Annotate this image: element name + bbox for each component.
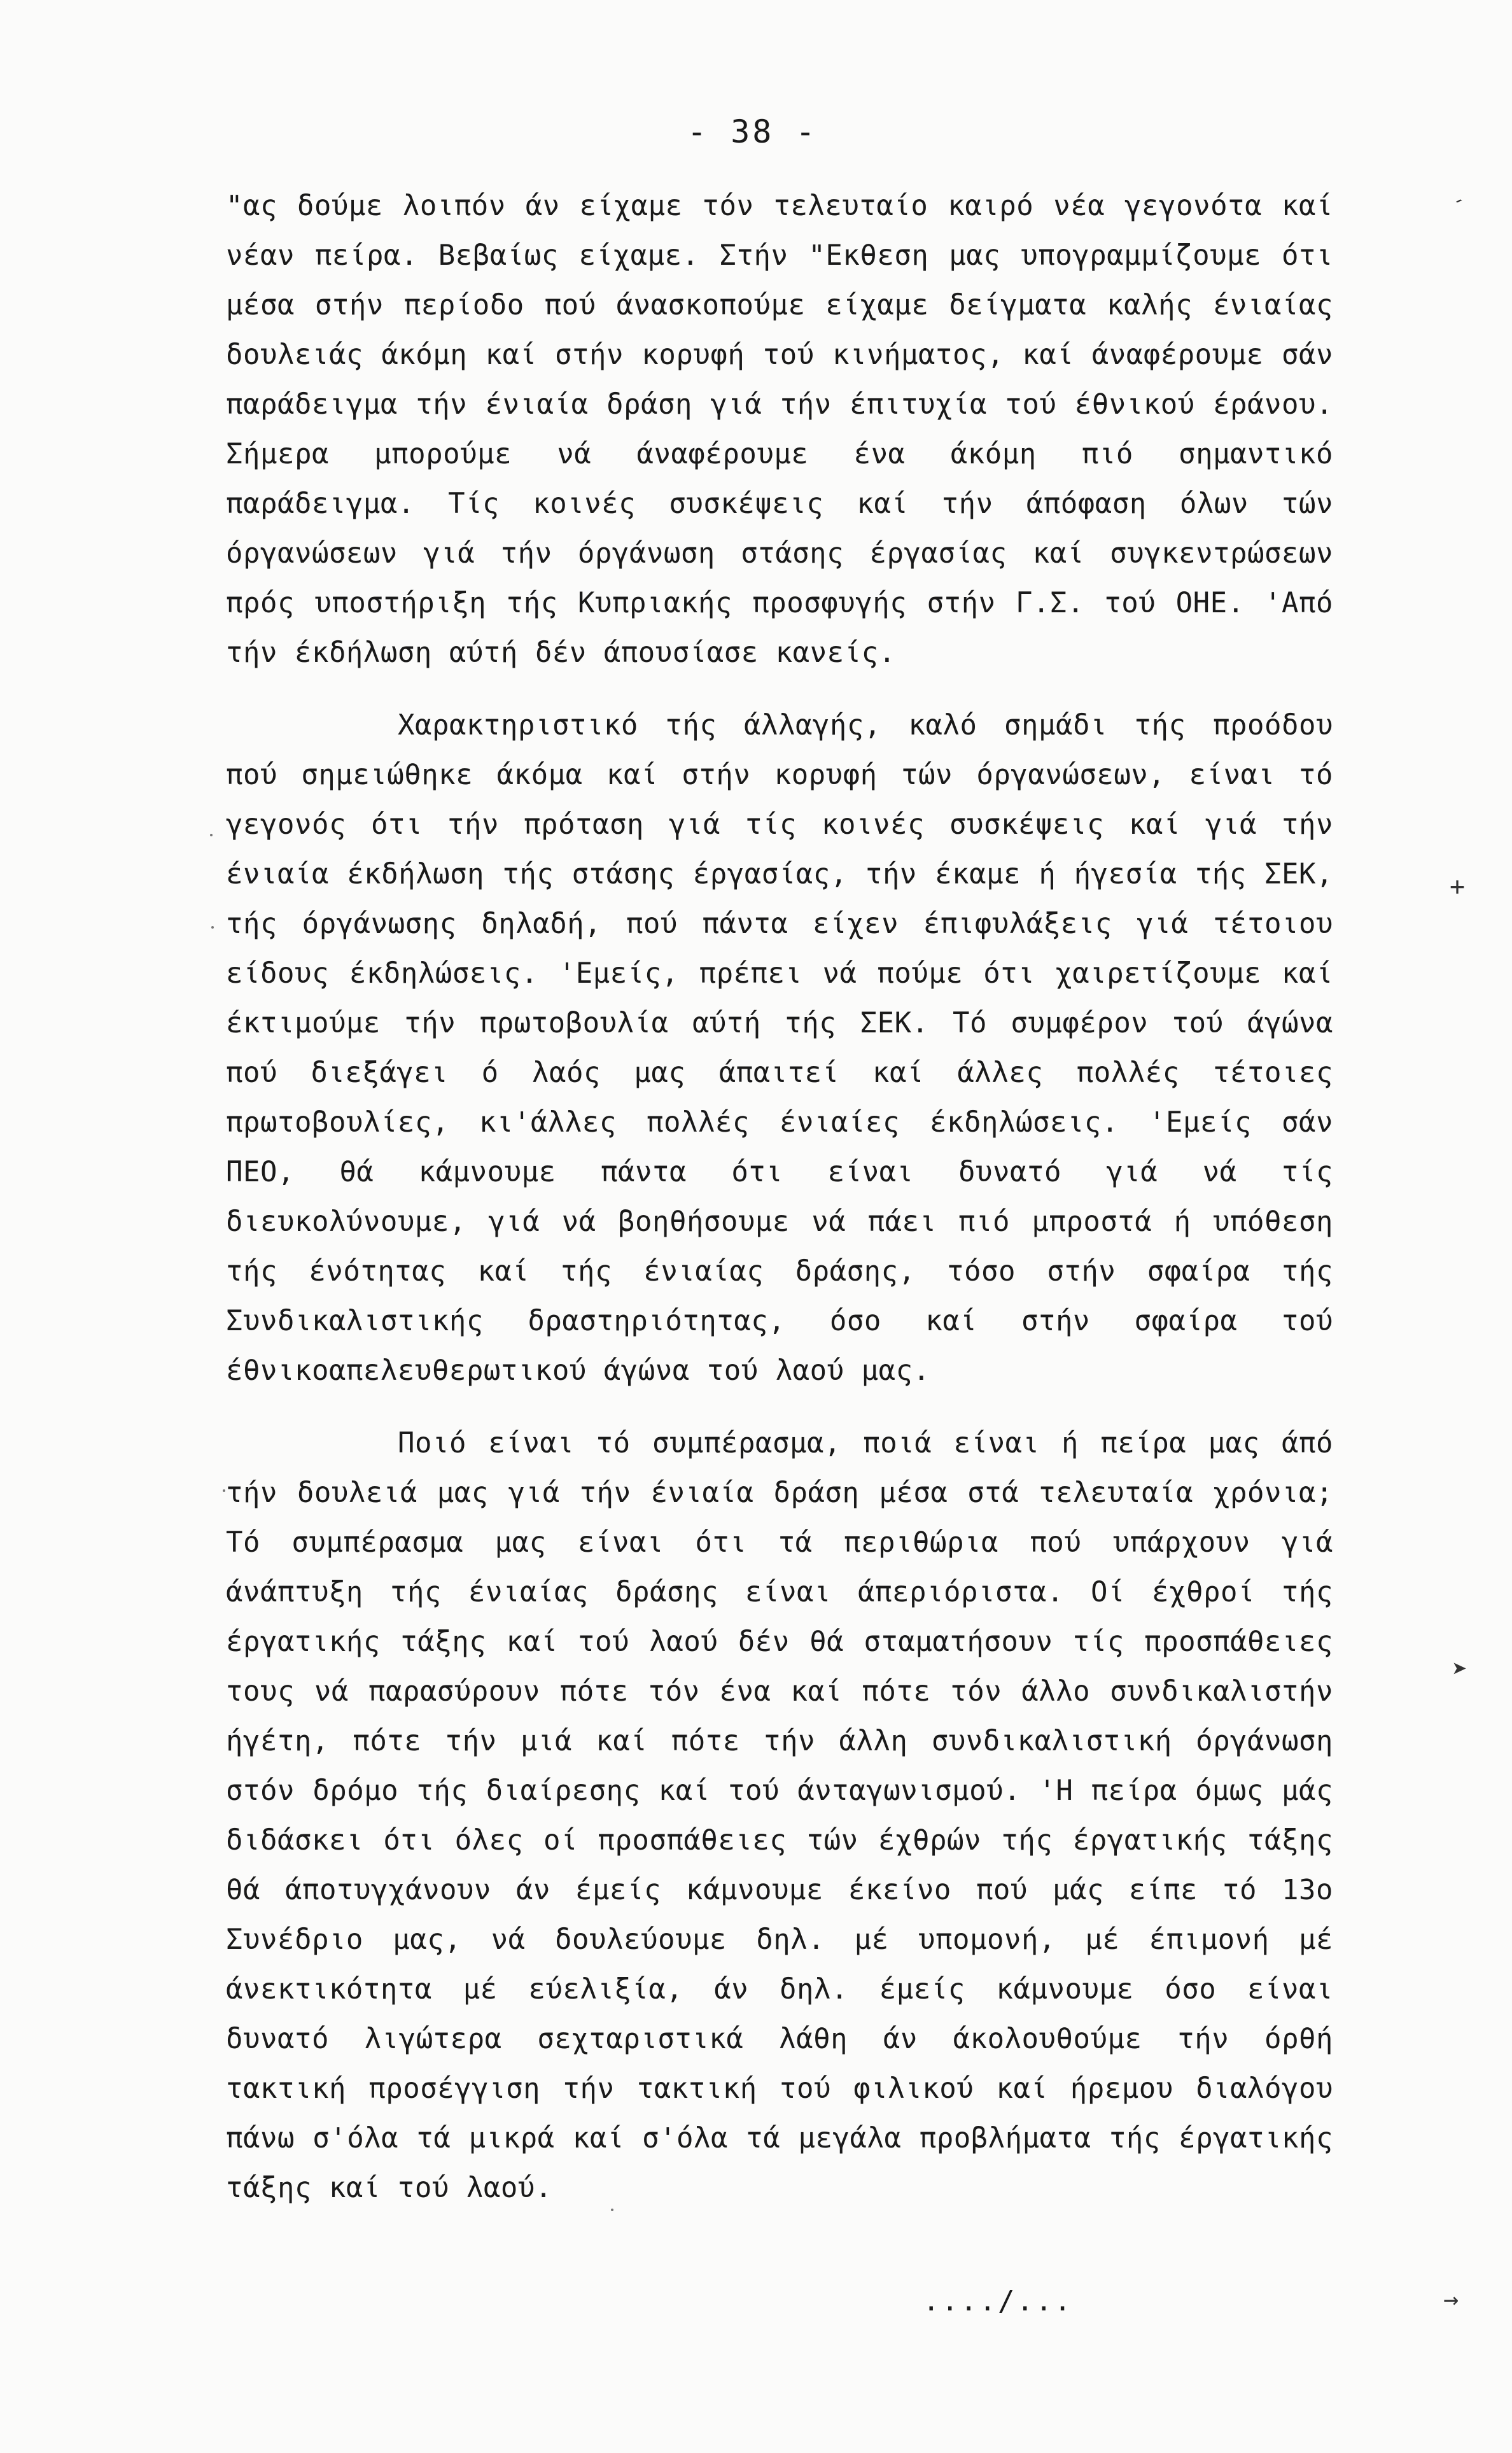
scan-speck (211, 926, 214, 929)
scan-speck (611, 2209, 613, 2211)
scan-speck (210, 834, 213, 836)
margin-arrow-mark: ➤ (1452, 1655, 1468, 1684)
margin-cross-mark: + (1450, 872, 1466, 901)
body-text (226, 181, 1333, 2213)
continuation-mark: ..../... (923, 2285, 1073, 2317)
paragraph-1: "ας δούμε λοιπόν άν είχαμε τόν τελευταίο καιρό νέα γεγονότα καί νέαν πείρα. Βεβαίως είχαμε. Στήν "Εκθεση μας υπογραμμίζουμε ότι μέσα στήν περίοδο πού άνασκοπούμε είχαμε δείγματα καλής ένιαίας δουλειάς άκόμη καί στήν κορυφή τού κινήματος, καί άναφέρουμε σάν παράδειγμα τήν ένιαία δράση γιά τήν έπιτυχία τού έθνικού έράνου. Σήμερα μπορούμε νά άναφέρουμε ένα άκόμη πιό σημαντικό παράδειγμα. Τίς κοινές συσκέψεις καί τήν άπόφαση όλων τών όργανώσεων γιά τήν όργάνωση στάσης έργασίας καί συγκεντρώσεων πρός υποστήριξη τής Κυπριακής προσφυγής στήν Γ.Σ. τού ΟΗΕ. 'Από τήν έκδήλωση αύτή δέν άπουσίασε κανείς. (226, 190, 1333, 669)
margin-tick-mark: ˏ (1452, 176, 1475, 206)
margin-arrow-mark-bottom: → (1443, 2285, 1459, 2314)
page-number: - 38 - (687, 113, 818, 150)
scan-speck (223, 1489, 225, 1492)
paragraph-2: Χαρακτηριστικό τής άλλαγής, καλό σημάδι τής προόδου πού σημειώθηκε άκόμα καί στήν κορυφή τών όργανώσεων, είναι τό γεγονός ότι τήν πρόταση γιά τίς κοινές συσκέψεις καί γιά τήν ένιαία έκδήλωση τής στάσης έργασίας, τήν έκαμε ή ήγεσία τής ΣΕΚ, τής όργάνωσης δηλαδή, πού πάντα είχεν έπιφυλάξεις γιά τέτοιου είδους έκδηλώσεις. 'Εμείς, πρέπει νά πούμε ότι χαιρετίζουμε καί έκτιμούμε τήν πρωτοβουλία αύτή τής ΣΕΚ. Τό συμφέρον τού άγώνα πού διεξάγει ό λαός μας άπαιτεί καί άλλες πολλές τέτοιες πρωτοβουλίες, κι'άλλες πολλές ένιαίες έκδηλώσεις. 'Εμείς σάν ΠΕΟ, θά κάμνουμε πάντα ότι είναι δυνατό γιά νά τίς διευκολύνουμε, γιά νά βοηθήσουμε νά πάει πιό μπροστά ή υπόθεση τής ένότητας καί τής ένιαίας δράσης, τόσο στήν σφαίρα τής Συνδικαλιστικής δραστηριότητας, όσο καί στήν σφαίρα τού έθνικοαπελευθερωτικού άγώνα τού λαού μας. (226, 709, 1333, 1387)
paragraph-3: Ποιό είναι τό συμπέρασμα, ποιά είναι ή πείρα μας άπό τήν δουλειά μας γιά τήν ένιαία δράση μέσα στά τελευταία χρόνια; Τό συμπέρασμα μας είναι ότι τά περιθώρια πού υπάρχουν γιά άνάπτυξη τής ένιαίας δράσης είναι άπεριόριστα. Οί έχθροί τής έργατικής τάξης καί τού λαού δέν θά σταματήσουν τίς προσπάθειες τους νά παρασύρουν πότε τόν ένα καί πότε τόν άλλο συνδικαλιστήν ήγέτη, πότε τήν μιά καί πότε τήν άλλη συνδικαλιστική όργάνωση στόν δρόμο τής διαίρεσης καί τού άνταγωνισμού. 'Η πείρα όμως μάς διδάσκει ότι όλες οί προσπάθειες τών έχθρών τής έργατικής τάξης θά άποτυγχάνουν άν έμείς κάμνουμε έκείνο πού μάς είπε τό 13ο Συνέδριο μας, νά δουλεύουμε δηλ. μέ υπομονή, μέ έπιμονή μέ άνεκτικότητα μέ εύελιξία, άν δηλ. έμείς κάμνουμε όσο είναι δυνατό λιγώτερα σεχταριστικά λάθη άν άκολουθούμε τήν όρθή τακτική προσέγγιση τήν τακτική τού φιλικού καί ήρεμου διαλόγου πάνω σ'όλα τά μικρά καί σ'όλα τά μεγάλα προβλήματα τής έργατικής τάξης καί τού λαού. (226, 1427, 1333, 2204)
